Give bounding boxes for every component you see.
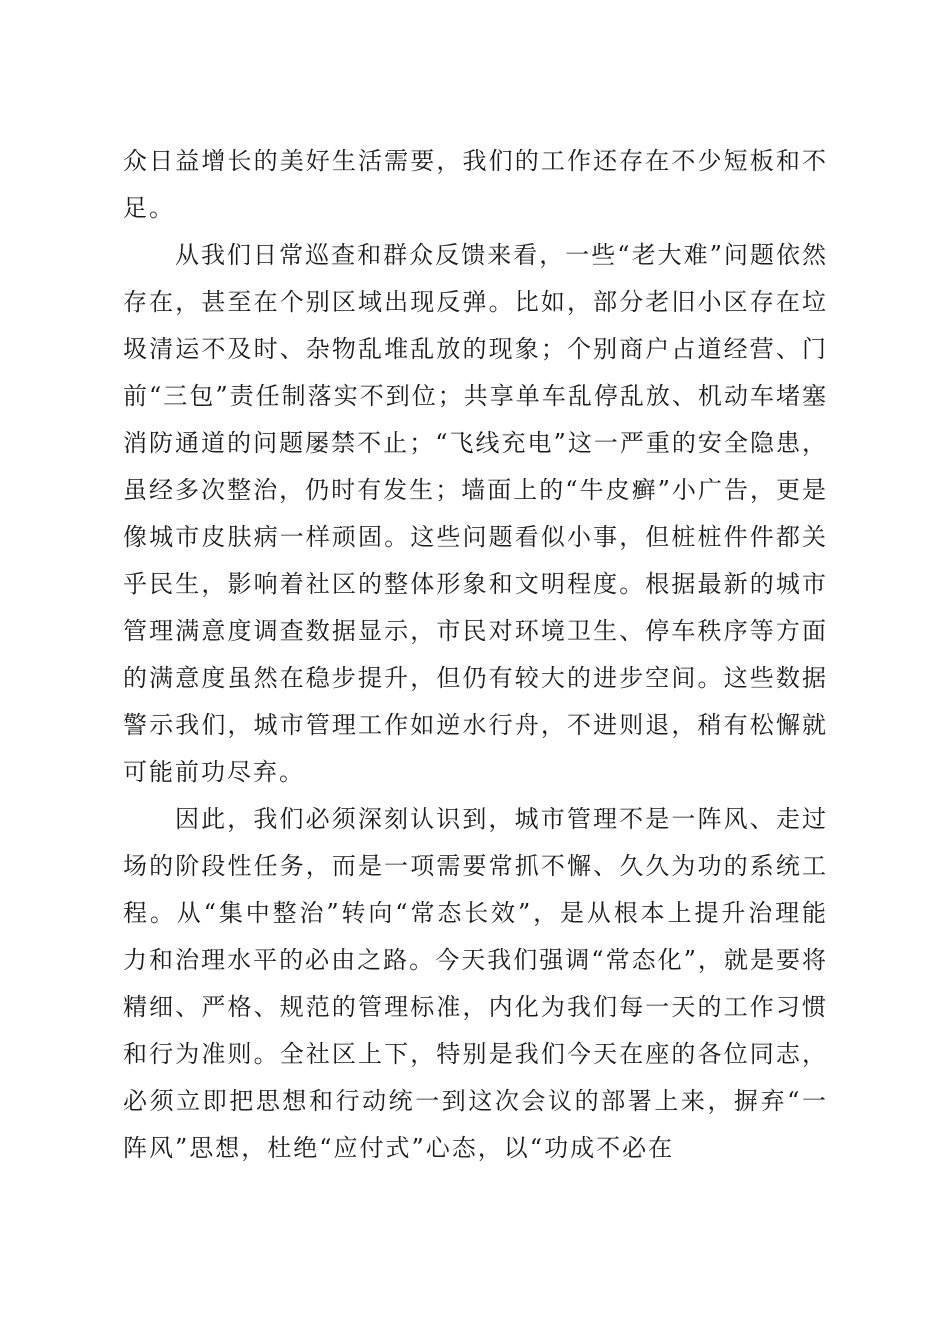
paragraph-continued: 众日益增长的美好生活需要，我们的工作还存在不少短板和不足。 — [123, 147, 828, 222]
paragraph-conclusion: 因此，我们必须深刻认识到，城市管理不是一阵风、走过场的阶段性任务，而是一项需要常抓不懈、久久为功的系统工程。从“集中整治”转向“常态长效”，是从根本上提升治理能力和治理水平的必由之路。今天我们强调“常态化”，就是要将精细、严格、规范的管理标准，内化为我们每一天的工作习惯和行为准则。全社区上下，特别是我们今天在座的各位同志，必须立即把思想和行动统一到这次会议的部署上来，摒弃“一阵风”思想，杜绝“应付式”心态，以“功成不必在 — [123, 805, 828, 1162]
document-body — [123, 138, 828, 1172]
paragraph-problems: 从我们日常巡查和群众反馈来看，一些“老大难”问题依然存在，甚至在个别区域出现反弹。比如，部分老旧小区存在垃圾清运不及时、杂物乱堆乱放的现象；个别商户占道经营、门前“三包”责任制落实不到位；共享单车乱停乱放、机动车堵塞消防通道的问题屡禁不止；“飞线充电”这一严重的安全隐患，虽经多次整治，仍时有发生；墙面上的“牛皮癣”小广告，更是像城市皮肤病一样顽固。这些问题看似小事，但桩桩件件都关乎民生，影响着社区的整体形象和文明程度。根据最新的城市管理满意度调查数据显示，市民对环境卫生、停车秩序等方面的满意度虽然在稳步提升，但仍有较大的进步空间。这些数据警示我们，城市管理工作如逆水行舟，不进则退，稍有松懈就可能前功尽弃。 — [123, 241, 828, 786]
